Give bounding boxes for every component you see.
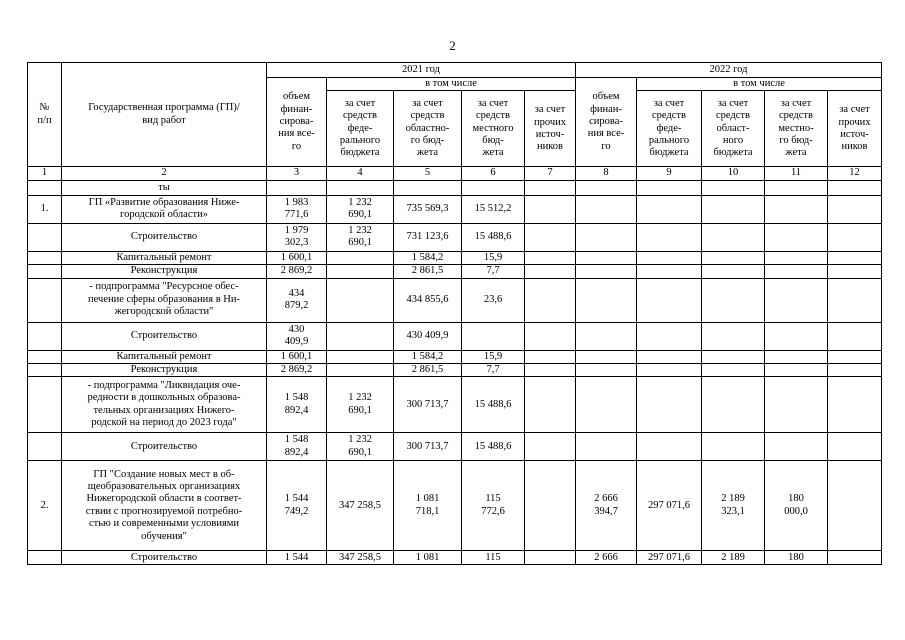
amount-cell <box>828 223 882 251</box>
amount-cell <box>765 322 828 350</box>
header-local-2022: за счет средств местно- го бюд- жета <box>765 91 828 167</box>
column-number-row <box>28 167 882 180</box>
amount-cell: 2 861,5 <box>394 363 462 376</box>
header-regional-2022: за счет средств област- ного бюджета <box>702 91 765 167</box>
amount-cell <box>765 195 828 223</box>
amount-cell <box>702 251 765 264</box>
amount-cell: 15 512,2 <box>462 195 525 223</box>
amount-cell: 1 232 690,1 <box>327 195 394 223</box>
column-number: 12 <box>828 167 882 180</box>
amount-cell <box>828 350 882 363</box>
amount-cell <box>576 180 637 195</box>
table-row <box>28 278 882 322</box>
amount-cell <box>765 223 828 251</box>
amount-cell: 2 666 <box>576 551 637 565</box>
amount-cell: 731 123,6 <box>394 223 462 251</box>
amount-cell <box>702 322 765 350</box>
amount-cell: 297 071,6 <box>637 461 702 551</box>
page-number: 2 <box>449 38 456 53</box>
amount-cell <box>525 350 576 363</box>
program-name-cell: - подпрограмма "Ресурсное обес- печение сферы образования в Ни- жегородской области" <box>62 278 267 322</box>
program-name-cell: ты <box>62 180 267 195</box>
amount-cell: 300 713,7 <box>394 377 462 433</box>
amount-cell <box>765 363 828 376</box>
column-number: 1 <box>28 167 62 180</box>
row-number-cell <box>28 551 62 565</box>
column-number: 10 <box>702 167 765 180</box>
program-name-cell: Реконструкция <box>62 363 267 376</box>
amount-cell: 735 569,3 <box>394 195 462 223</box>
amount-cell <box>525 551 576 565</box>
amount-cell: 1 544 <box>267 551 327 565</box>
amount-cell <box>702 350 765 363</box>
amount-cell <box>765 278 828 322</box>
amount-cell <box>525 180 576 195</box>
row-number-cell <box>28 433 62 461</box>
amount-cell: 297 071,6 <box>637 551 702 565</box>
column-number: 11 <box>765 167 828 180</box>
amount-cell <box>327 251 394 264</box>
amount-cell <box>525 265 576 278</box>
amount-cell: 2 666 394,7 <box>576 461 637 551</box>
row-number-cell <box>28 278 62 322</box>
amount-cell: 15 488,6 <box>462 377 525 433</box>
amount-cell <box>702 195 765 223</box>
amount-cell: 434 855,6 <box>394 278 462 322</box>
column-number: 5 <box>394 167 462 180</box>
amount-cell <box>327 265 394 278</box>
table-row <box>28 551 882 565</box>
amount-cell <box>267 180 327 195</box>
program-name-cell: ГП «Развитие образования Ниже- городской области» <box>62 195 267 223</box>
header-total-2022: объем финан- сирова- ния все- го <box>576 78 637 167</box>
header-year-2022: 2022 год <box>576 63 882 78</box>
amount-cell: 434 879,2 <box>267 278 327 322</box>
table-row <box>28 180 882 195</box>
amount-cell <box>576 223 637 251</box>
header-local-2021: за счет средств местного бюд- жета <box>462 91 525 167</box>
amount-cell <box>828 278 882 322</box>
amount-cell: 115 <box>462 551 525 565</box>
amount-cell: 1 600,1 <box>267 350 327 363</box>
amount-cell <box>525 223 576 251</box>
header-including-2022: в том числе <box>637 78 882 91</box>
header-federal-2021: за счет средств феде- рального бюджета <box>327 91 394 167</box>
amount-cell <box>828 195 882 223</box>
row-number-cell <box>28 322 62 350</box>
amount-cell <box>828 433 882 461</box>
program-name-cell: Строительство <box>62 322 267 350</box>
amount-cell <box>576 195 637 223</box>
financing-table <box>27 62 882 565</box>
amount-cell: 1 584,2 <box>394 350 462 363</box>
table-row <box>28 322 882 350</box>
amount-cell: 2 189 <box>702 551 765 565</box>
amount-cell: 430 409,9 <box>394 322 462 350</box>
amount-cell: 1 232 690,1 <box>327 433 394 461</box>
header-program: Государственная программа (ГП)/ вид работ <box>62 63 267 167</box>
amount-cell <box>525 461 576 551</box>
amount-cell: 2 189 323,1 <box>702 461 765 551</box>
amount-cell <box>637 265 702 278</box>
program-name-cell: Капитальный ремонт <box>62 350 267 363</box>
amount-cell <box>462 322 525 350</box>
amount-cell <box>702 363 765 376</box>
amount-cell <box>525 251 576 264</box>
header-federal-2022: за счет средств феде- рального бюджета <box>637 91 702 167</box>
row-number-cell <box>28 265 62 278</box>
amount-cell <box>525 322 576 350</box>
amount-cell <box>637 433 702 461</box>
amount-cell <box>327 322 394 350</box>
row-number-cell <box>28 223 62 251</box>
program-name-cell: Строительство <box>62 433 267 461</box>
amount-cell <box>327 350 394 363</box>
program-name-cell: Реконструкция <box>62 265 267 278</box>
amount-cell: 1 081 718,1 <box>394 461 462 551</box>
amount-cell <box>828 377 882 433</box>
amount-cell <box>702 377 765 433</box>
amount-cell: 1 983 771,6 <box>267 195 327 223</box>
table-row <box>28 350 882 363</box>
amount-cell: 2 869,2 <box>267 265 327 278</box>
program-name-cell: Строительство <box>62 223 267 251</box>
amount-cell <box>765 265 828 278</box>
column-number: 4 <box>327 167 394 180</box>
header-other-2022: за счет прочих источ- ников <box>828 91 882 167</box>
amount-cell: 1 584,2 <box>394 251 462 264</box>
amount-cell <box>637 180 702 195</box>
amount-cell <box>828 180 882 195</box>
amount-cell <box>576 433 637 461</box>
row-number-cell <box>28 251 62 264</box>
header-no: № п/п <box>28 63 62 167</box>
amount-cell <box>765 377 828 433</box>
amount-cell <box>525 363 576 376</box>
header-row-years <box>28 63 882 78</box>
amount-cell <box>637 350 702 363</box>
header-regional-2021: за счет средств областно- го бюд- жета <box>394 91 462 167</box>
amount-cell: 1 232 690,1 <box>327 223 394 251</box>
amount-cell: 1 600,1 <box>267 251 327 264</box>
amount-cell: 430 409,9 <box>267 322 327 350</box>
amount-cell <box>702 265 765 278</box>
amount-cell: 15,9 <box>462 350 525 363</box>
amount-cell: 1 979 302,3 <box>267 223 327 251</box>
amount-cell: 1 232 690,1 <box>327 377 394 433</box>
amount-cell <box>702 223 765 251</box>
table-row <box>28 223 882 251</box>
row-number-cell: 1. <box>28 195 62 223</box>
table-row <box>28 433 882 461</box>
amount-cell <box>637 322 702 350</box>
amount-cell <box>525 433 576 461</box>
amount-cell: 2 861,5 <box>394 265 462 278</box>
column-number: 8 <box>576 167 637 180</box>
amount-cell: 347 258,5 <box>327 461 394 551</box>
program-name-cell: - подпрограмма "Ликвидация оче- редности в дошкольных образова- тельных организациях Нижего- родской на период до 2023 года" <box>62 377 267 433</box>
amount-cell: 2 869,2 <box>267 363 327 376</box>
amount-cell <box>327 363 394 376</box>
amount-cell <box>576 350 637 363</box>
header-year-2021: 2021 год <box>267 63 576 78</box>
amount-cell: 1 548 892,4 <box>267 377 327 433</box>
row-number-cell <box>28 363 62 376</box>
table-row <box>28 377 882 433</box>
amount-cell <box>637 223 702 251</box>
amount-cell: 300 713,7 <box>394 433 462 461</box>
row-number-cell <box>28 350 62 363</box>
amount-cell: 7,7 <box>462 363 525 376</box>
amount-cell <box>828 363 882 376</box>
amount-cell <box>702 433 765 461</box>
amount-cell: 1 548 892,4 <box>267 433 327 461</box>
amount-cell: 115 772,6 <box>462 461 525 551</box>
amount-cell <box>765 350 828 363</box>
table-row <box>28 363 882 376</box>
amount-cell <box>462 180 525 195</box>
amount-cell <box>637 363 702 376</box>
amount-cell <box>576 265 637 278</box>
column-number: 2 <box>62 167 267 180</box>
amount-cell <box>637 278 702 322</box>
column-number: 9 <box>637 167 702 180</box>
row-number-cell <box>28 180 62 195</box>
amount-cell <box>637 377 702 433</box>
table-row <box>28 265 882 278</box>
amount-cell <box>576 377 637 433</box>
amount-cell <box>327 180 394 195</box>
amount-cell <box>828 551 882 565</box>
program-name-cell: ГП "Создание новых мест в об- щеобразовательных организациях Нижегородской области в соответ- ствии с прогнозируемой потребно- стью и современными условиями обучения" <box>62 461 267 551</box>
amount-cell <box>394 180 462 195</box>
table-row <box>28 195 882 223</box>
amount-cell <box>702 278 765 322</box>
amount-cell <box>525 195 576 223</box>
header-other-2021: за счет прочих источ- ников <box>525 91 576 167</box>
column-number: 6 <box>462 167 525 180</box>
amount-cell <box>637 251 702 264</box>
amount-cell <box>525 278 576 322</box>
column-number: 3 <box>267 167 327 180</box>
program-name-cell: Капитальный ремонт <box>62 251 267 264</box>
amount-cell <box>576 278 637 322</box>
amount-cell <box>828 265 882 278</box>
amount-cell <box>765 180 828 195</box>
amount-cell <box>828 322 882 350</box>
amount-cell: 23,6 <box>462 278 525 322</box>
header-including-2021: в том числе <box>327 78 576 91</box>
amount-cell <box>702 180 765 195</box>
table-row <box>28 461 882 551</box>
row-number-cell: 2. <box>28 461 62 551</box>
amount-cell <box>576 322 637 350</box>
amount-cell <box>637 195 702 223</box>
amount-cell: 1 544 749,2 <box>267 461 327 551</box>
table-row <box>28 251 882 264</box>
amount-cell <box>327 278 394 322</box>
amount-cell: 1 081 <box>394 551 462 565</box>
amount-cell: 347 258,5 <box>327 551 394 565</box>
amount-cell: 7,7 <box>462 265 525 278</box>
amount-cell: 15,9 <box>462 251 525 264</box>
header-total-2021: объем финан- сирова- ния все- го <box>267 78 327 167</box>
amount-cell <box>765 251 828 264</box>
amount-cell <box>828 251 882 264</box>
amount-cell <box>525 377 576 433</box>
amount-cell: 180 000,0 <box>765 461 828 551</box>
row-number-cell <box>28 377 62 433</box>
amount-cell: 15 488,6 <box>462 223 525 251</box>
column-number: 7 <box>525 167 576 180</box>
amount-cell <box>828 461 882 551</box>
amount-cell <box>765 433 828 461</box>
amount-cell <box>576 363 637 376</box>
amount-cell: 180 <box>765 551 828 565</box>
amount-cell <box>576 251 637 264</box>
program-name-cell: Строительство <box>62 551 267 565</box>
amount-cell: 15 488,6 <box>462 433 525 461</box>
